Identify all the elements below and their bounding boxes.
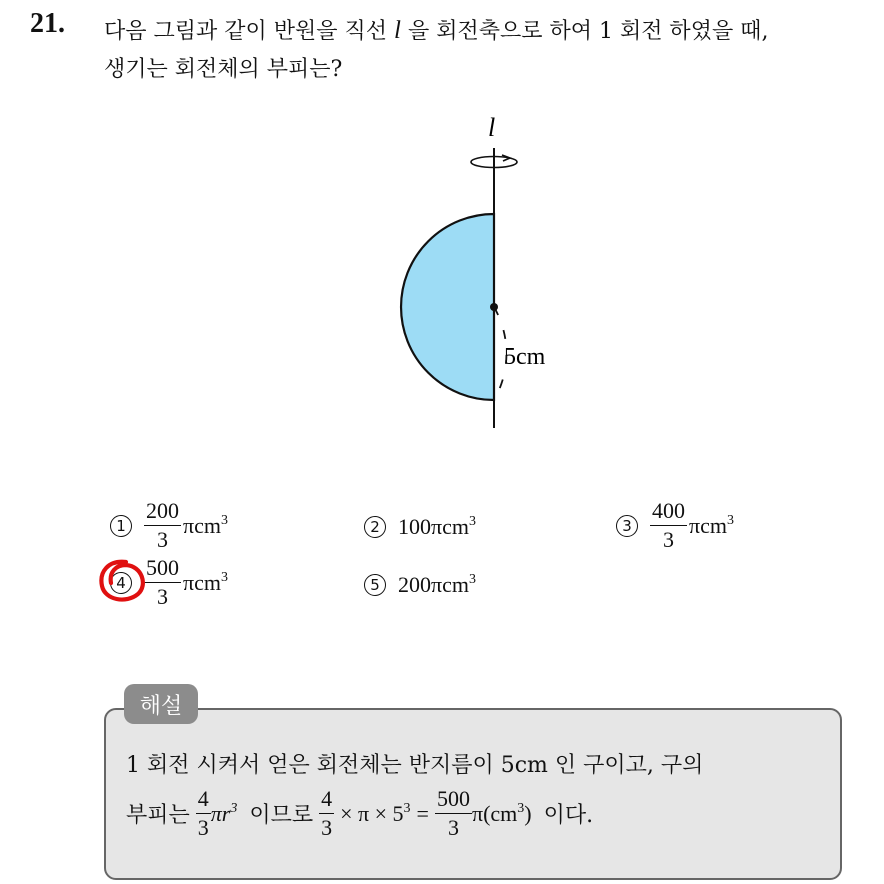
- fraction-numerator: 200: [144, 500, 181, 526]
- value-text: 100πcm: [398, 514, 469, 539]
- fraction-denominator: 3: [321, 815, 333, 840]
- exponent: 3: [468, 572, 476, 587]
- solution-math: [472, 801, 532, 827]
- choice-2[interactable]: [364, 514, 476, 540]
- answer-mark-icon: [96, 556, 152, 608]
- choice-1[interactable]: [110, 500, 228, 551]
- solution-text: 부피는: [126, 803, 190, 828]
- semicircle-shape: [401, 214, 494, 400]
- exponent: 3: [220, 512, 228, 528]
- question-text-line1: [104, 14, 768, 45]
- fraction-denominator: 3: [663, 527, 674, 552]
- solution-text: 이다.: [543, 803, 594, 828]
- solution-tag: 해설: [124, 684, 198, 724]
- fraction-denominator: 3: [157, 584, 168, 609]
- fraction-numerator: 500: [144, 557, 181, 583]
- math-text: × π × 5: [340, 800, 404, 826]
- solution-line1: 1 회전 시켜서 얻은 회전체는 반지름이 5cm 인 구이고, 구의: [126, 753, 704, 778]
- unit-text: πcm: [689, 512, 727, 538]
- choice-fraction: [144, 500, 181, 551]
- choice-unit: [689, 513, 734, 539]
- choice-marker: 4: [110, 572, 132, 594]
- choice-3[interactable]: [616, 500, 734, 551]
- exponent: 3: [517, 800, 525, 816]
- question-text-part: 을 회전축으로 하여 1 회전 하였을 때,: [407, 19, 769, 44]
- solution-line2: [126, 788, 593, 839]
- choice-marker: 1: [110, 515, 132, 537]
- choice-value: [398, 514, 476, 540]
- choice-value: [398, 572, 476, 598]
- solution-fraction: [435, 788, 472, 839]
- fraction-numerator: 500: [435, 788, 472, 814]
- question-text-line2: 생기는 회전체의 부피는?: [104, 57, 343, 82]
- choice-5[interactable]: [364, 572, 476, 598]
- exponent: 3: [726, 512, 734, 528]
- exponent: 3: [220, 569, 228, 585]
- choice-unit: [183, 513, 228, 539]
- axis-label: l: [488, 113, 496, 142]
- solution-fraction: [196, 788, 211, 839]
- question-number: 21.: [30, 8, 65, 39]
- fraction-denominator: 3: [447, 815, 459, 840]
- choice-marker: 3: [616, 515, 638, 537]
- math-text: πr: [210, 800, 231, 826]
- question-text-part: 다음 그림과 같이 반원을 직선: [104, 19, 387, 44]
- choice-marker: 5: [364, 574, 386, 596]
- solution-math: [340, 801, 410, 827]
- solution-fraction: [319, 788, 334, 839]
- radius-label: 5cm: [504, 344, 546, 370]
- exponent: 3: [468, 514, 476, 529]
- unit-text: πcm: [183, 569, 221, 595]
- math-text: ): [524, 800, 532, 826]
- line-variable: l: [394, 17, 401, 44]
- fraction-numerator: 400: [650, 500, 687, 526]
- solution-math: [211, 801, 238, 827]
- equals-sign: =: [416, 800, 429, 826]
- value-text: 200πcm: [398, 572, 469, 597]
- fraction-denominator: 3: [157, 527, 168, 552]
- fraction-numerator: 4: [319, 788, 334, 814]
- math-text: π(cm: [471, 800, 518, 826]
- semicircle-figure: [370, 110, 590, 440]
- unit-text: πcm: [183, 512, 221, 538]
- choice-fraction: [650, 500, 687, 551]
- choice-unit: [183, 570, 228, 596]
- choice-marker: 2: [364, 516, 386, 538]
- solution-text: 이므로: [249, 803, 314, 828]
- fraction-numerator: 4: [196, 788, 211, 814]
- exponent: 3: [230, 800, 238, 816]
- fraction-denominator: 3: [197, 815, 209, 840]
- exponent: 3: [403, 800, 411, 816]
